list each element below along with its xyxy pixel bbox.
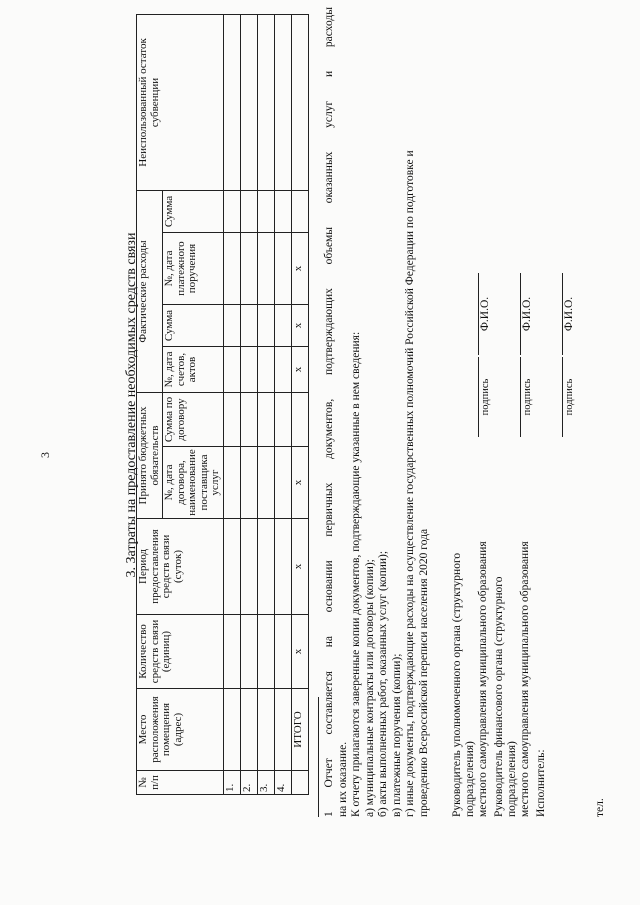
header-period: Период предоставления средств связи (суток)	[137, 519, 224, 615]
header-act-num: №, дата счетов, актов	[163, 347, 224, 393]
row-number: 2.	[240, 771, 257, 795]
attachments-intro: К отчету прилагаются заверенные копии документов, подтверждающие указанные в нем сведения:	[350, 331, 362, 817]
signer-title: Руководитель уполномоченного органа (структурного подразделения)	[451, 552, 476, 817]
x-mark: х	[291, 233, 308, 305]
tel-label: тел.	[594, 798, 606, 817]
footnote-rule	[318, 697, 319, 817]
signature-caption: подпись	[480, 378, 491, 416]
header-act-sum: Сумма	[163, 305, 224, 347]
fio-line	[507, 273, 521, 355]
header-actual: Фактические расходы	[137, 190, 163, 392]
x-mark: х	[291, 519, 308, 615]
header-pay-sum: Сумма	[163, 190, 224, 232]
header-obligations: Принято бюджетных обязательств	[137, 393, 163, 519]
signature-line	[549, 357, 563, 437]
header-unused: Неиспользованный остаток субвенции	[137, 14, 224, 190]
signer-title: местного самоуправления муниципального образования	[477, 541, 489, 817]
fio-caption: Ф.И.О.	[479, 296, 491, 332]
signature-caption: подпись	[522, 378, 533, 416]
x-mark: х	[291, 615, 308, 689]
table-row	[257, 14, 274, 794]
header-obl-sum: Сумма по договору	[163, 393, 224, 447]
header-num: № п/п	[137, 771, 224, 795]
x-mark: х	[291, 347, 308, 393]
header-obl-contract: №, дата договора, наименование поставщика услуг	[163, 447, 224, 519]
signer-title: Руководитель финансового органа (структурного подразделения)	[493, 576, 518, 817]
total-label: ИТОГО	[291, 689, 308, 771]
row-number: 4.	[274, 771, 291, 795]
header-quantity: Количество средств связи (единиц)	[137, 615, 224, 689]
table-row	[223, 14, 240, 794]
signatures-block	[451, 0, 577, 817]
signature-line	[465, 357, 479, 437]
total-row	[291, 14, 308, 794]
attachment-item: проведению Всероссийской переписи населения 2020 года	[417, 528, 430, 817]
header-pay-num: №, дата платежного поручения	[163, 233, 224, 305]
row-number: 3.	[257, 771, 274, 795]
fio-line	[549, 273, 563, 355]
section-title: 3. Затраты на предоставление необходимых средств связи	[124, 232, 139, 578]
attachment-item: б) акты выполненных работ, оказанных услуг (копии);	[377, 550, 389, 817]
attachment-item: в) платежные поручения (копии);	[390, 653, 403, 817]
notes-block	[318, 7, 431, 817]
footnote-line: на их оказание.	[336, 741, 349, 817]
signer-title: местного самоуправления муниципального образования	[519, 541, 531, 817]
attachment-item: г) иные документы, подтверждающие расходы на осуществление государственных полномочий Российской Федерации по подготовке и	[404, 150, 416, 817]
signature-head-authority	[451, 0, 493, 817]
signature-line	[507, 357, 521, 437]
signature-executor	[535, 0, 577, 817]
fio-caption: Ф.И.О.	[521, 296, 533, 332]
page-number: 3	[38, 452, 52, 458]
attachment-item: а) муниципальные контракты или договоры (копии);	[363, 559, 376, 817]
fio-caption: Ф.И.О.	[563, 296, 575, 332]
executor-label: Исполнитель:	[535, 749, 547, 817]
signature-caption: подпись	[564, 378, 575, 416]
row-number: 1.	[223, 771, 240, 795]
header-place: Место расположения помещения (адрес)	[137, 689, 224, 771]
fio-line	[465, 273, 479, 355]
table-row	[274, 14, 291, 794]
x-mark: х	[291, 305, 308, 347]
signature-head-finance	[493, 0, 535, 817]
x-mark: х	[291, 447, 308, 519]
footnote-line: 1 Отчет составляется на основании первичных документов, подтверждающих объемы оказанных услуг и расходы	[323, 7, 335, 817]
table-row	[240, 14, 257, 794]
costs-table	[136, 14, 309, 795]
